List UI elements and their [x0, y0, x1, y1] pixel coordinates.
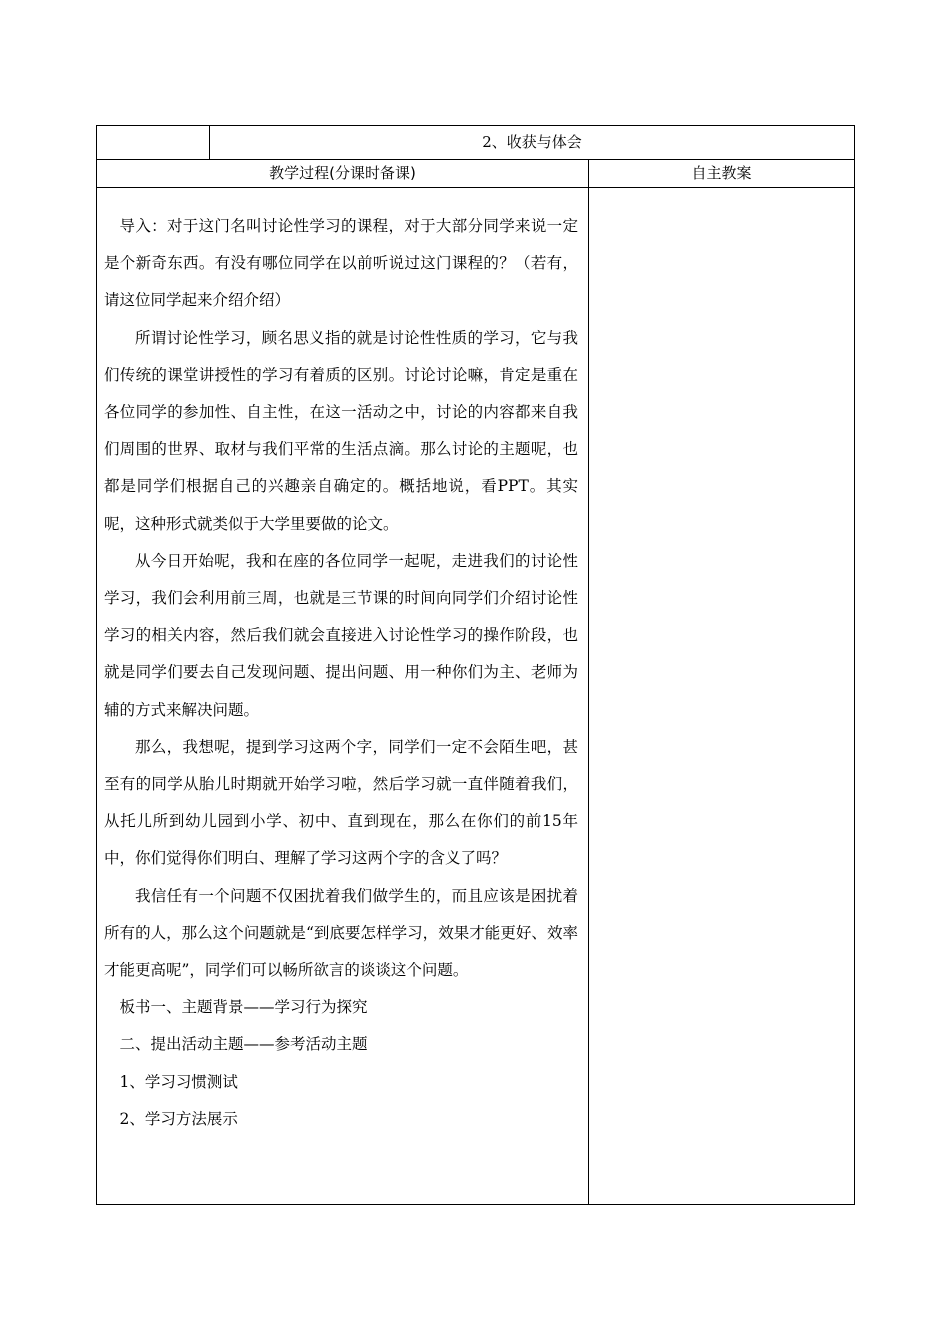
top-table-right-cell: 2、收获与体会	[482, 133, 582, 151]
paragraph-definition: 所谓讨论性学习，顾名思义指的就是讨论性性质的学习，它与我们传统的课堂讲授性的学习有着质的区别。讨论讨论嘛，肯定是重在各位同学的参加性、自主性，在这一活动之中，讨论的内容都来自我们周围的世界、取材与我们平常的生活点滴。那么讨论的主题呢，也都是同学们根据自己的兴趣亲自确定的。概括地说，看PPT。其实呢，这种形式就类似于大学里要做的论文。	[104, 328, 578, 533]
paragraph-intro: 导入：对于这门名叫讨论性学习的课程，对于大部分同学来说一定是个新奇东西。有没有哪位同学在以前听说过这门课程的？（若有，请这位同学起来介绍介绍）	[104, 217, 578, 310]
header-self-plan: 自主教案	[691, 164, 752, 182]
blackboard-line-3: 1、学习习惯测试	[119, 1072, 238, 1091]
column-divider	[588, 160, 589, 1204]
header-teaching-process: 教学过程(分课时备课)	[269, 164, 416, 182]
blackboard-line-1: 板书一、主题背景——学习行为探究	[119, 998, 368, 1017]
table-header-row	[97, 160, 854, 188]
paragraph-plan: 从今日开始呢，我和在座的各位同学一起呢，走进我们的讨论性学习，我们会利用前三周，也就是三节课的时间向同学们介绍讨论性学习的相关内容，然后我们就会直接进入讨论性学习的操作阶段，也就是同学们要去自己发现问题、提出问题、用一种你们为主、老师为辅的方式来解决问题。	[104, 551, 578, 719]
lesson-table	[96, 160, 855, 1205]
top-table-left-cell	[97, 126, 210, 159]
paragraph-question: 我信任有一个问题不仅困扰着我们做学生的，而且应该是困扰着所有的人，那么这个问题就是“到底要怎样学习，效果才能更好、效率才能更高呢”，同学们可以畅所欲言的谈谈这个问题。	[104, 886, 578, 980]
blackboard-line-2: 二、提出活动主题——参考活动主题	[119, 1035, 368, 1054]
paragraph-learning: 那么，我想呢，提到学习这两个字，同学们一定不会陌生吧，甚至有的同学从胎儿时期就开始学习啦，然后学习就一直伴随着我们，从托儿所到幼儿园到小学、初中、直到现在，那么在你们的前15年中，你们觉得你们明白、理解了学习这两个字的含义了吗？	[104, 737, 578, 868]
top-table	[96, 125, 855, 160]
blackboard-line-4: 2、学习方法展示	[119, 1109, 238, 1128]
teaching-process-content	[104, 208, 578, 1138]
